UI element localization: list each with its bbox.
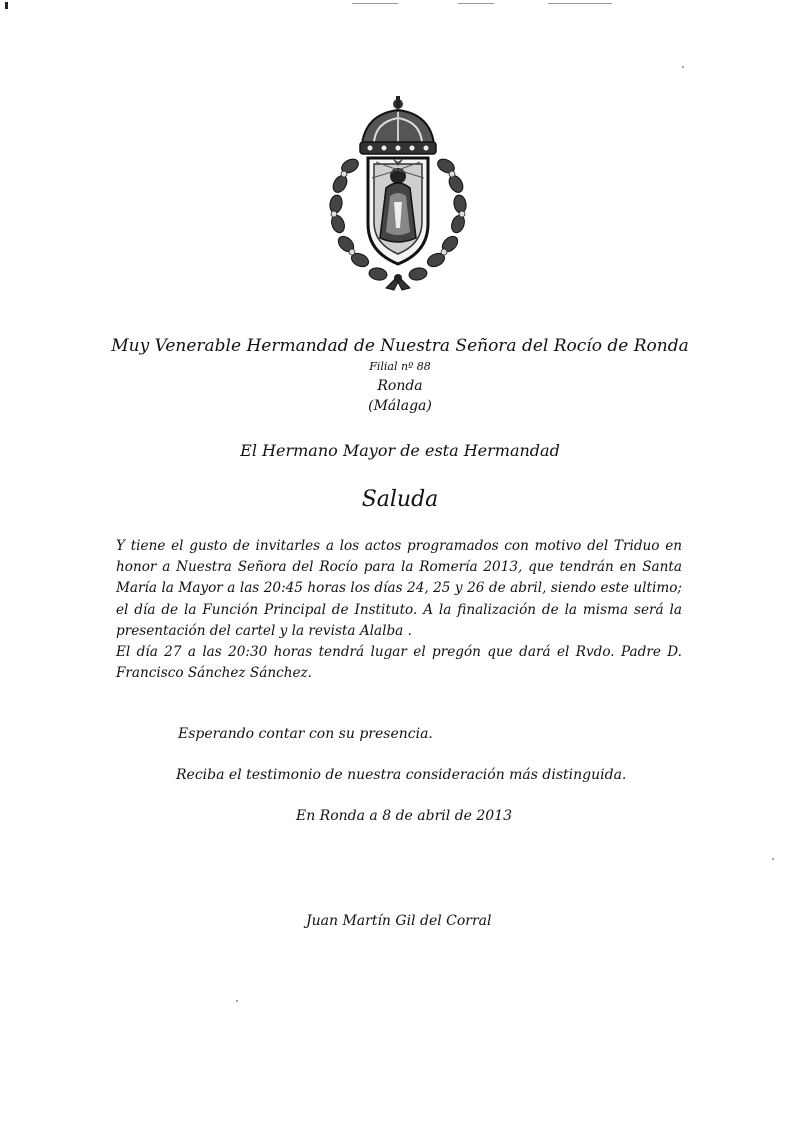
signature-name: Juan Martín Gil del Corral	[306, 913, 492, 929]
scan-edge-line	[352, 3, 398, 4]
brotherhood-crest-icon	[310, 92, 486, 292]
province-name: (Málaga)	[368, 398, 432, 414]
pregon-paragraph: El día 27 a las 20:30 horas tendrá lugar el pregón que dará el Rvdo. Padre D. Francisco Sánchez Sánchez.	[116, 644, 682, 682]
salutation-heading: Saluda	[361, 487, 439, 512]
scan-edge-line	[548, 3, 612, 4]
closing-presence: Esperando contar con su presencia.	[178, 726, 433, 742]
invitation-paragraph: Y tiene el gusto de invitarles a los actos programados con motivo del Triduo en honor a Nuestra Señora del Rocío para la Romería 2013, que tendrán en Santa María la Mayor a las 20:45 horas los días 24, 25 y 26 de abril, siendo este ultimo; el día de la Función Principal de Instituto. A la finalización de la misma será la presentación del cartel y la revista Alalba .	[116, 538, 682, 639]
scan-speck	[682, 66, 684, 68]
place-date: En Ronda a 8 de abril de 2013	[296, 808, 513, 824]
scan-speck	[236, 1000, 238, 1002]
closing-regards: Reciba el testimonio de nuestra consideración más distinguida.	[176, 767, 627, 783]
city-name: Ronda	[377, 378, 423, 394]
sender-title: El Hermano Mayor de esta Hermandad	[240, 441, 560, 460]
scan-edge-line	[458, 3, 494, 4]
scan-mark	[5, 2, 8, 9]
scan-speck	[772, 858, 774, 860]
filial-number: Filial nº 88	[369, 360, 431, 373]
organization-name: Muy Venerable Hermandad de Nuestra Señora del Rocío de Ronda	[111, 336, 689, 356]
